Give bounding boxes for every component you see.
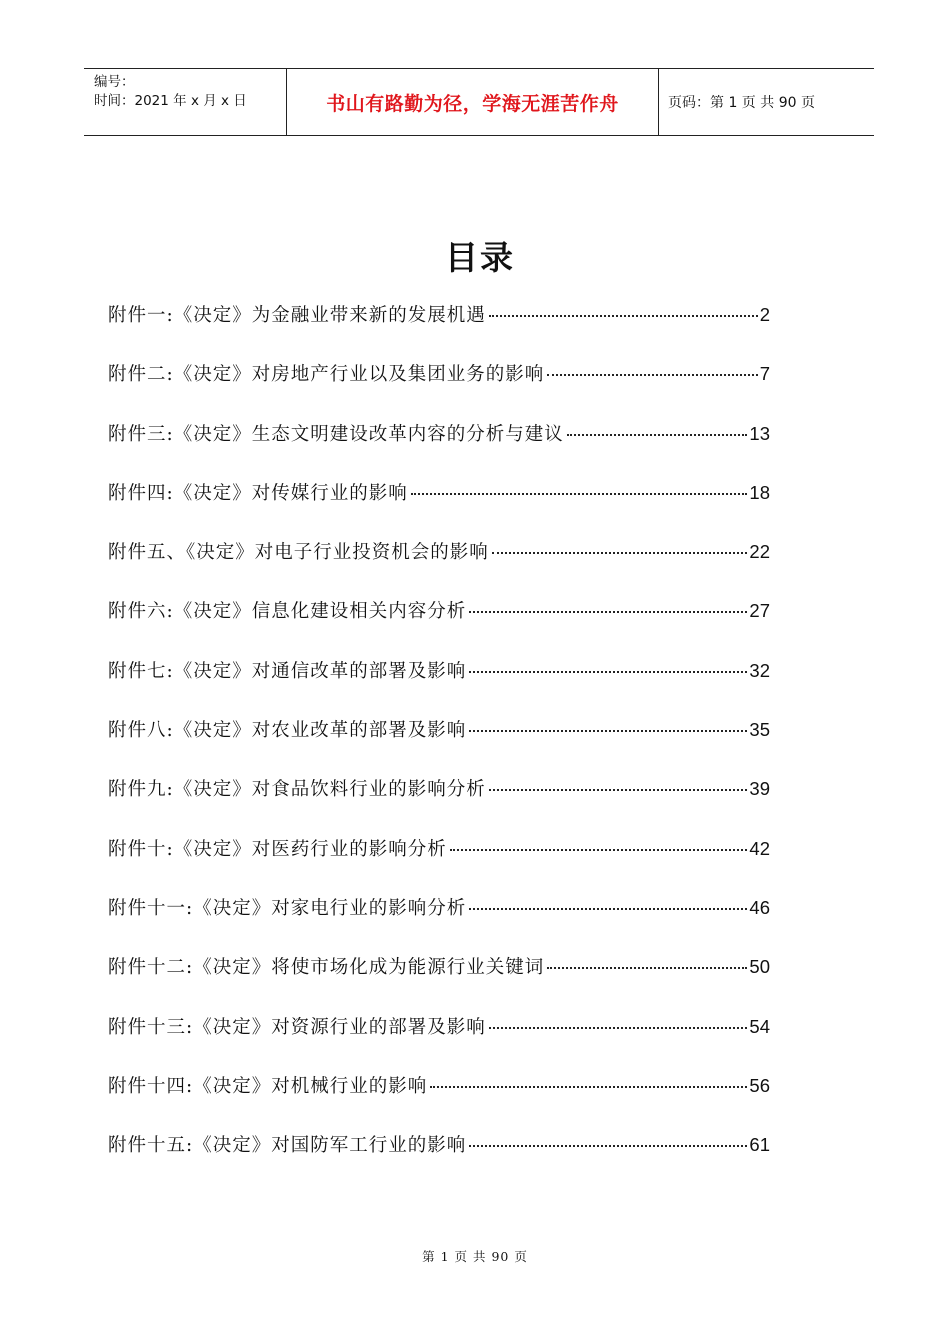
table-of-contents	[108, 301, 770, 1190]
toc-entry-page: 2	[759, 304, 770, 325]
toc-entry-page: 22	[749, 541, 770, 563]
toc-entry[interactable]	[108, 420, 770, 479]
toc-entry-label: 附件十二:《决定》将使市场化成为能源行业关键词	[108, 957, 545, 979]
toc-entry-page: 61	[749, 1134, 770, 1156]
toc-entry[interactable]	[108, 1013, 770, 1072]
toc-dot-leader	[469, 611, 747, 613]
toc-dot-leader	[567, 434, 748, 436]
toc-dot-leader	[489, 789, 748, 791]
toc-title: 目录	[445, 238, 515, 277]
toc-entry-label: 附件十三:《决定》对资源行业的部署及影响	[108, 1016, 486, 1038]
toc-entry-label: 附件八:《决定》对农业改革的部署及影响	[108, 720, 467, 742]
toc-entry-page: 50	[749, 956, 770, 978]
toc-entry-page: 35	[749, 719, 770, 741]
toc-entry-label: 附件四:《决定》对传媒行业的影响	[108, 482, 408, 504]
toc-dot-leader	[430, 1086, 747, 1088]
toc-entry-label: 附件十一:《决定》对家电行业的影响分析	[108, 897, 467, 919]
toc-entry-page: 39	[749, 778, 770, 800]
toc-entry[interactable]	[108, 538, 770, 597]
header-divider	[658, 69, 659, 135]
toc-entry-page: 7	[759, 363, 770, 385]
toc-entry[interactable]	[108, 1072, 770, 1131]
toc-entry[interactable]	[108, 716, 770, 775]
toc-entry-label: 附件六:《决定》信息化建设相关内容分析	[108, 601, 467, 623]
toc-entry-label: 附件十五:《决定》对国防军工行业的影响	[108, 1135, 467, 1157]
toc-dot-leader	[469, 671, 747, 673]
toc-entry-page: 13	[749, 422, 770, 444]
toc-dot-leader	[469, 908, 747, 910]
toc-dot-leader	[411, 493, 748, 495]
toc-dot-leader	[492, 552, 748, 554]
toc-entry-page: 27	[749, 600, 770, 622]
page-header	[84, 68, 874, 136]
toc-entry-label: 附件九:《决定》对食品饮料行业的影响分析	[108, 779, 486, 801]
page-footer: 第 1 页 共 90 页	[422, 1249, 528, 1264]
toc-entry[interactable]	[108, 301, 770, 360]
toc-entry-label: 附件五、《决定》对电子行业投资机会的影响	[108, 542, 489, 564]
header-meta	[94, 73, 247, 111]
toc-entry-page: 32	[749, 659, 770, 681]
document-date: 时间：2021 年 x 月 x 日	[94, 93, 247, 109]
toc-entry-label: 附件一:《决定》为金融业带来新的发展机遇	[108, 305, 486, 326]
toc-entry-label: 附件七:《决定》对通信改革的部署及影响	[108, 660, 467, 682]
toc-dot-leader	[469, 730, 747, 732]
header-page-info: 页码：第 1 页 共 90 页	[668, 95, 815, 111]
toc-entry-page: 56	[749, 1074, 770, 1096]
toc-entry-label: 附件三:《决定》生态文明建设改革内容的分析与建议	[108, 423, 564, 445]
toc-entry[interactable]	[108, 835, 770, 894]
toc-entry-page: 54	[749, 1015, 770, 1037]
toc-entry[interactable]	[108, 360, 770, 419]
document-number-label: 编号：	[94, 74, 135, 90]
toc-entry-label: 附件十四:《决定》对机械行业的影响	[108, 1075, 428, 1097]
toc-dot-leader	[489, 1027, 748, 1029]
toc-entry-label: 附件二:《决定》对房地产行业以及集团业务的影响	[108, 364, 545, 386]
toc-dot-leader	[547, 967, 747, 969]
toc-entry-page: 46	[749, 896, 770, 918]
toc-entry[interactable]	[108, 657, 770, 716]
header-motto: 书山有路勤为径，学海无涯苦作舟	[326, 93, 619, 115]
toc-entry[interactable]	[108, 953, 770, 1012]
toc-entry[interactable]	[108, 479, 770, 538]
toc-dot-leader	[547, 374, 757, 376]
toc-dot-leader	[469, 1145, 747, 1147]
toc-entry-label: 附件十:《决定》对医药行业的影响分析	[108, 838, 447, 860]
toc-entry[interactable]	[108, 1131, 770, 1190]
toc-entry-page: 42	[749, 837, 770, 859]
toc-dot-leader	[489, 315, 758, 317]
toc-dot-leader	[450, 849, 748, 851]
toc-entry[interactable]	[108, 775, 770, 834]
toc-entry-page: 18	[749, 481, 770, 503]
toc-entry[interactable]	[108, 894, 770, 953]
toc-entry[interactable]	[108, 597, 770, 656]
